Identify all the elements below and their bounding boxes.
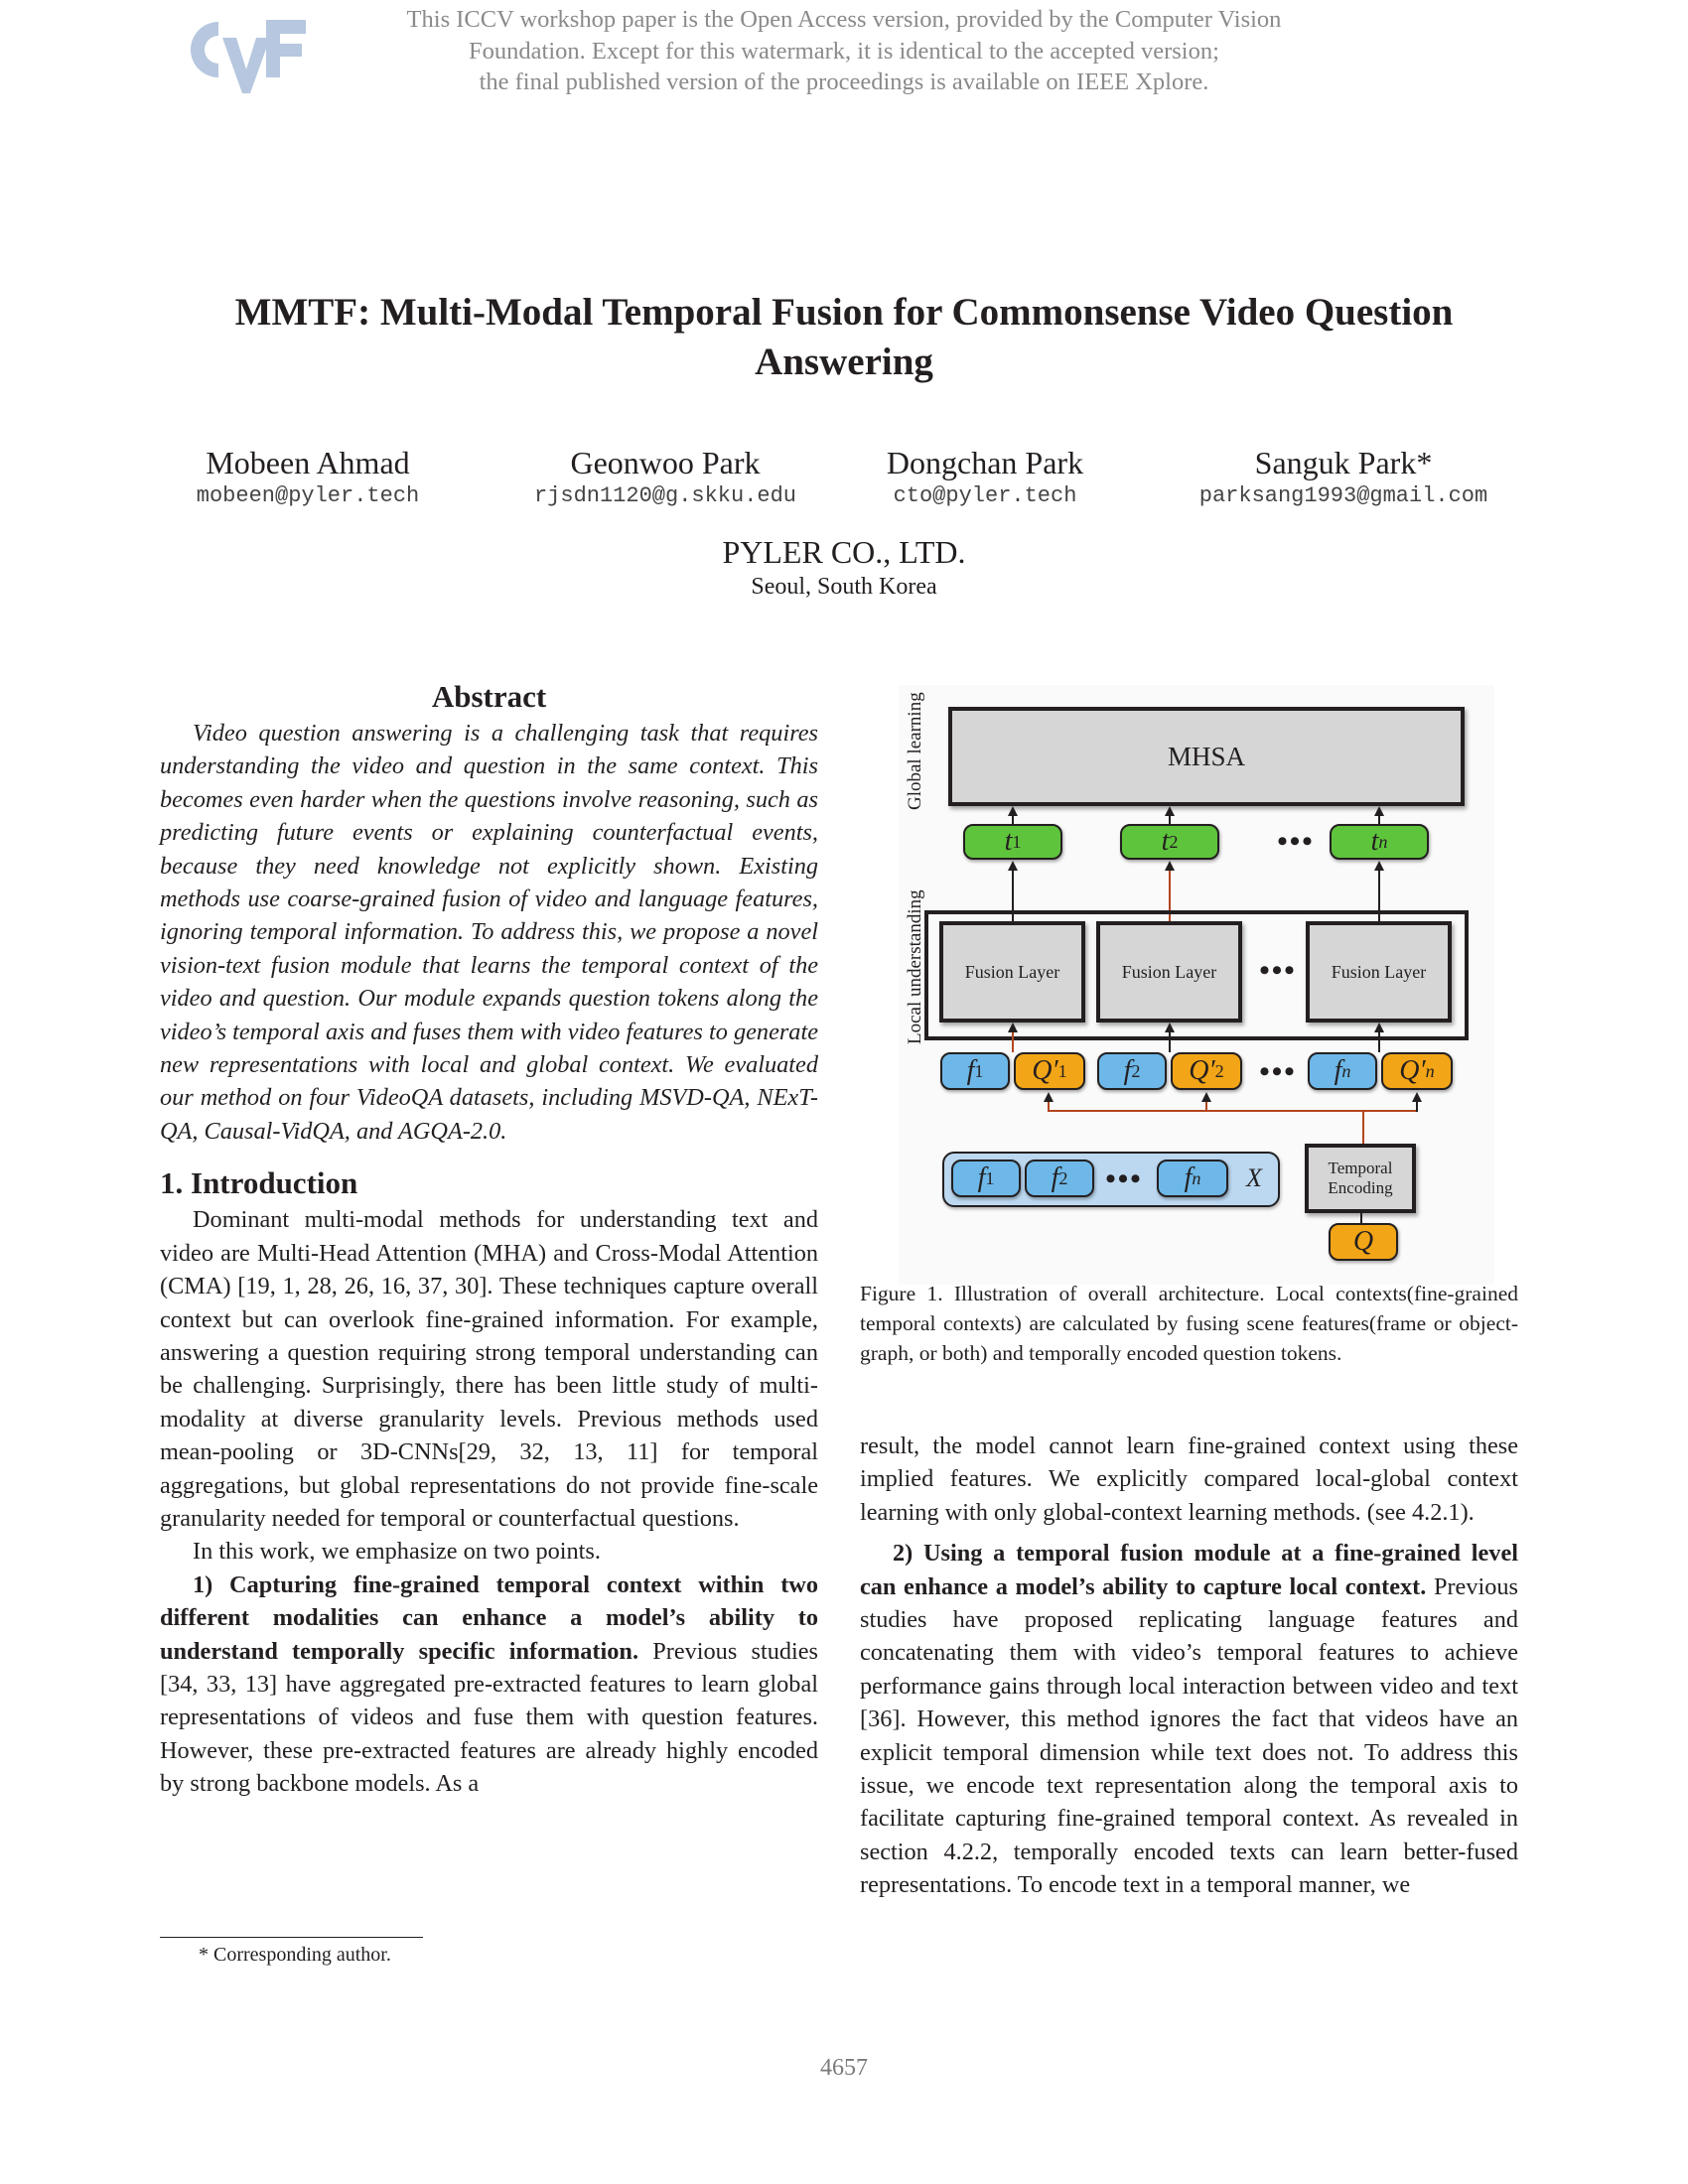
temporal-encoding-label: Temporal — [1328, 1159, 1393, 1177]
paper-title — [149, 288, 1539, 387]
fusion-layer-label: Fusion Layer — [964, 961, 1060, 982]
x-f-token-2: f 2 — [1025, 1160, 1094, 1197]
right-column — [860, 1430, 1518, 1902]
author-name: Dongchan Park — [886, 445, 1084, 480]
author — [1160, 443, 1527, 510]
affiliation — [149, 532, 1539, 602]
q-prime-token-2: Q′ 2 — [1171, 1052, 1242, 1090]
arrow-up-icon — [1201, 1092, 1211, 1102]
arrow-up-icon — [1008, 1023, 1018, 1032]
author — [144, 443, 472, 510]
global-learning-label: Global learning — [905, 692, 925, 810]
figure-1-architecture — [899, 685, 1494, 1285]
arrow-up-icon — [1374, 861, 1384, 871]
ellipsis-icon: ••• — [1259, 1055, 1297, 1088]
t-token-2: t 2 — [1120, 824, 1219, 860]
abstract-heading: Abstract — [431, 679, 547, 714]
fusion-layer-n — [1306, 921, 1452, 1023]
abstract-text: Video question answering is a challenging task that requires understanding the video and question in the same context. This becomes even harder when the questions involve reasoning, such as predicting future events or explaining counterfactual events, because they need knowledge not explicitly shown. Existing methods use coarse-grained fusion of video and language features, ignoring temporal information. To address this, we propose a novel vision-text fusion module that learns the temporal context of the video and question. Our module expands question tokens along the video’s temporal axis and fuses them with video features to generate new representations with local and global context. We evaluated our method on four VideoQA datasets, including MSVD-QA, NExT-QA, Causal-VidQA, and AGQA-2.0. — [160, 720, 818, 1145]
q-prime-token-1: Q′ 1 — [1014, 1052, 1085, 1090]
footnote-divider — [160, 1937, 423, 1938]
title-line: MMTF: Multi-Modal Temporal Fusion for Commonsense Video Question — [234, 291, 1454, 334]
x-label: X — [1246, 1163, 1262, 1192]
fusion-layer-2 — [1096, 921, 1242, 1023]
title-line: Answering — [755, 341, 933, 383]
affiliation-org: PYLER CO., LTD. — [722, 534, 966, 570]
arrow-up-icon — [1374, 1023, 1384, 1032]
ellipsis-icon: ••• — [1105, 1162, 1143, 1195]
intro-paragraph: Dominant multi-modal methods for understanding text and video are Multi-Head Attention (MHA) and Cross-Modal Attention (CMA) [19, 1, 28, 26, 16, 37, 30]. These techniques capture overall context but can overlook fine-grained information. For example, answering a question requiring strong temporal understanding can be challenging. Surprisingly, there has been little study of multi-modality at diverse granularity levels. Previous methods used mean-pooling or 3D-CNNs[29, 32, 13, 11] for temporal aggregations, but global representations do not provide fine-scale granularity needed for temporal or counterfactual questions. — [160, 1206, 818, 1532]
author-email: rjsdn1120@g.skku.edu — [533, 483, 797, 508]
point-1-continuation: result, the model cannot learn fine-grained context using these implied features. We explicitly compared local-global context learning with only global-context learning methods. (see 4.2.1). — [860, 1433, 1518, 1526]
q-prime-token-n: Q′ n — [1381, 1052, 1453, 1090]
question-token-q: Q — [1329, 1223, 1398, 1261]
author-list — [149, 443, 1539, 522]
author-email: mobeen@pyler.tech — [196, 483, 420, 508]
mhsa-label: MHSA — [1167, 741, 1246, 771]
author — [501, 443, 829, 510]
point-1-heading: 1) Capturing fine-grained temporal context within two different modalities can enhance a model’s ability to understand temporally specific information. — [160, 1570, 818, 1665]
intro-point-1 — [160, 1569, 818, 1801]
point-1-text: Previous studies [34, 33, 13] have aggregated pre-extracted features to learn global representations of videos and fuse them with question features. However, these pre-extracted features are already highly encoded by strong backbone models. As a — [160, 1637, 818, 1798]
ellipsis-icon: ••• — [1277, 825, 1315, 858]
author-name: Mobeen Ahmad — [206, 445, 410, 480]
arrow-up-icon — [1412, 1092, 1422, 1102]
temporal-encoding-label: Encoding — [1328, 1178, 1393, 1197]
arrow-up-icon — [1044, 1092, 1054, 1102]
author-name: Sanguk Park* — [1254, 445, 1433, 480]
author-name: Geonwoo Park — [570, 445, 761, 480]
t-token-1: t 1 — [963, 824, 1062, 860]
watermark-line: the final published version of the proceedings is available on IEEE Xplore. — [479, 68, 1209, 95]
point-2-heading: 2) Using a temporal fusion module at a fine-grained level can enhance a model’s ability to capture local context. — [860, 1540, 1518, 1600]
ellipsis-icon: ••• — [1259, 954, 1297, 987]
page-number: 4657 — [820, 2055, 868, 2081]
arrow-up-icon — [1165, 861, 1175, 871]
mhsa-block — [948, 707, 1465, 806]
arrow-up-icon — [1374, 806, 1384, 816]
affiliation-location: Seoul, South Korea — [751, 574, 937, 600]
intro-paragraph: In this work, we emphasize on two points. — [193, 1538, 601, 1566]
intro-point-2 — [860, 1537, 1518, 1901]
f-token-2: f 2 — [1097, 1052, 1167, 1090]
fusion-layer-label: Fusion Layer — [1331, 961, 1427, 982]
arrow-up-icon — [1008, 861, 1018, 871]
local-understanding-label: Local understanding — [905, 889, 925, 1044]
fusion-layer-1 — [939, 921, 1085, 1023]
watermark-line: Foundation. Except for this watermark, it is identical to the accepted version; — [469, 37, 1219, 65]
point-2-text: Previous studies have proposed replicating language features and concatenating them with video’s temporal features to achieve performance gains through local interaction between video and text [36]. However, this method ignores the fact that videos have an explicit temporal dimension while text does not. To address this issue, we encode text representation along the temporal axis to facilitate capturing fine-grained temporal context. As revealed in section 4.2.2, temporally encoded texts can learn better-fused representations. To encode text in a temporal manner, we — [860, 1572, 1518, 1899]
f-token-n: f n — [1308, 1052, 1377, 1090]
figure-1-caption: Figure 1. Illustration of overall architecture. Local contexts(fine-grained temporal contexts) are calculated by fusing scene features(frame or object-graph, or both) and temporally encoded question tokens. — [860, 1282, 1518, 1365]
left-column — [160, 677, 818, 1801]
x-f-token-1: f 1 — [951, 1160, 1021, 1197]
cvf-logo — [181, 14, 310, 93]
f-token-1: f 1 — [940, 1052, 1010, 1090]
open-access-watermark — [328, 4, 1360, 98]
fusion-layer-label: Fusion Layer — [1121, 961, 1217, 982]
arrow-up-icon — [1165, 1023, 1175, 1032]
t-token-n: t n — [1330, 824, 1429, 860]
arrow-up-icon — [1165, 806, 1175, 816]
watermark-line: This ICCV workshop paper is the Open Access version, provided by the Computer Vision — [406, 6, 1282, 33]
temporal-encoding-block — [1305, 1144, 1416, 1213]
introduction-heading: 1. Introduction — [160, 1165, 358, 1201]
footnote: * Corresponding author. — [199, 1944, 391, 1966]
x-f-token-n: f n — [1157, 1160, 1228, 1197]
author — [821, 443, 1149, 510]
arrow-up-icon — [1008, 806, 1018, 816]
author-email: parksang1993@gmail.com — [1198, 483, 1488, 508]
author-email: cto@pyler.tech — [893, 483, 1077, 508]
